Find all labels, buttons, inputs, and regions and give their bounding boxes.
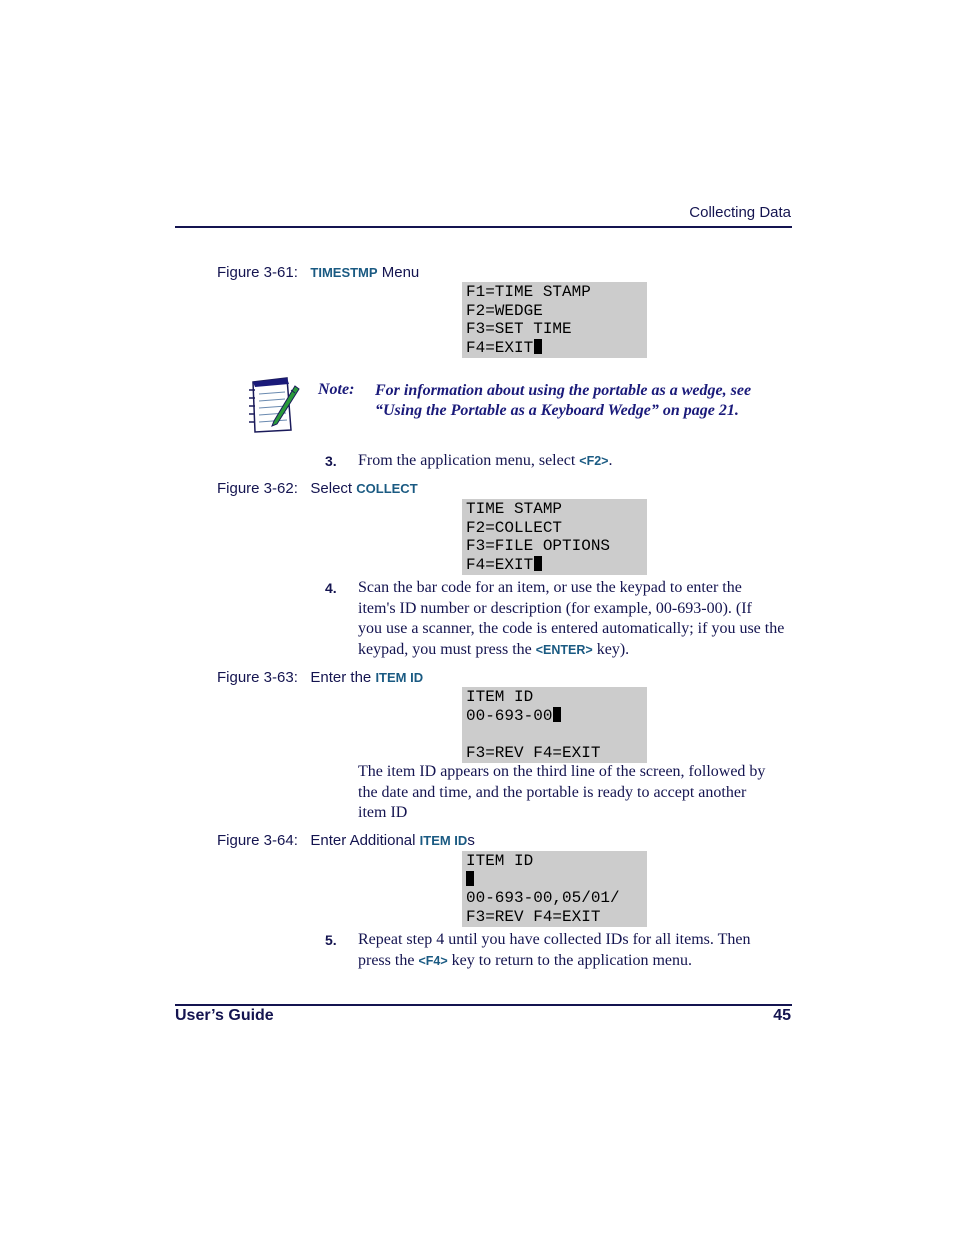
figure-caption: Figure 3-61: TIMESTMP Menu xyxy=(217,264,420,281)
key-label: <F4> xyxy=(418,953,448,968)
key-label: <ENTER> xyxy=(535,642,593,657)
terminal-screen: ITEM ID 00-693-00 F3=REV F4=EXIT xyxy=(462,687,647,763)
step-text: Repeat step 4 until you have collected IDs for all items. Then press the <F4> key to return to the application menu. xyxy=(358,931,751,969)
terminal-screen: F1=TIME STAMP F2=WEDGE F3=SET TIME F4=EXIT xyxy=(462,282,647,358)
step-text: Scan the bar code for an item, or use the keypad to enter the item's ID number or description (for example, 00-693-00). (If you use a scanner, the code is entered automatically; if you use the keypad, you must press the <ENTER> key). xyxy=(358,579,785,658)
page-number: 45 xyxy=(773,1007,791,1024)
cursor-block xyxy=(534,339,542,354)
figure-caption: Figure 3-63: Enter the ITEM ID xyxy=(217,669,424,686)
footer-title: User’s Guide xyxy=(175,1007,274,1024)
body-paragraph: The item ID appears on the third line of the screen, followed by the date and time, and the portable is ready to accept another item ID xyxy=(358,763,766,821)
note-text: For information about using the portable as a wedge, see “Using the Portable as a Keyboard Wedge” on page 21. xyxy=(375,382,752,419)
running-header: Collecting Data xyxy=(689,204,791,221)
step-number: 4. xyxy=(325,580,337,596)
cursor-block xyxy=(553,707,561,722)
header-rule xyxy=(175,226,792,228)
terminal-screen: TIME STAMP F2=COLLECT F3=FILE OPTIONS F4=EXIT xyxy=(462,499,647,575)
step-text: From the application menu, select <F2>. xyxy=(358,452,613,469)
terminal-screen: ITEM ID 00-693-00,05/01/ F3=REV F4=EXIT xyxy=(462,851,647,927)
footer-rule xyxy=(175,1004,792,1006)
key-label: <F2> xyxy=(579,454,609,468)
figure-caption: Figure 3-62: Select COLLECT xyxy=(217,480,418,497)
cursor-block xyxy=(466,871,474,886)
figure-caption: Figure 3-64: Enter Additional ITEM IDs xyxy=(217,832,475,849)
step-number: 3. xyxy=(325,453,337,469)
notepad-pen-icon xyxy=(247,376,301,434)
cursor-block xyxy=(534,556,542,571)
note-label: Note: xyxy=(318,381,355,398)
step-number: 5. xyxy=(325,932,337,948)
